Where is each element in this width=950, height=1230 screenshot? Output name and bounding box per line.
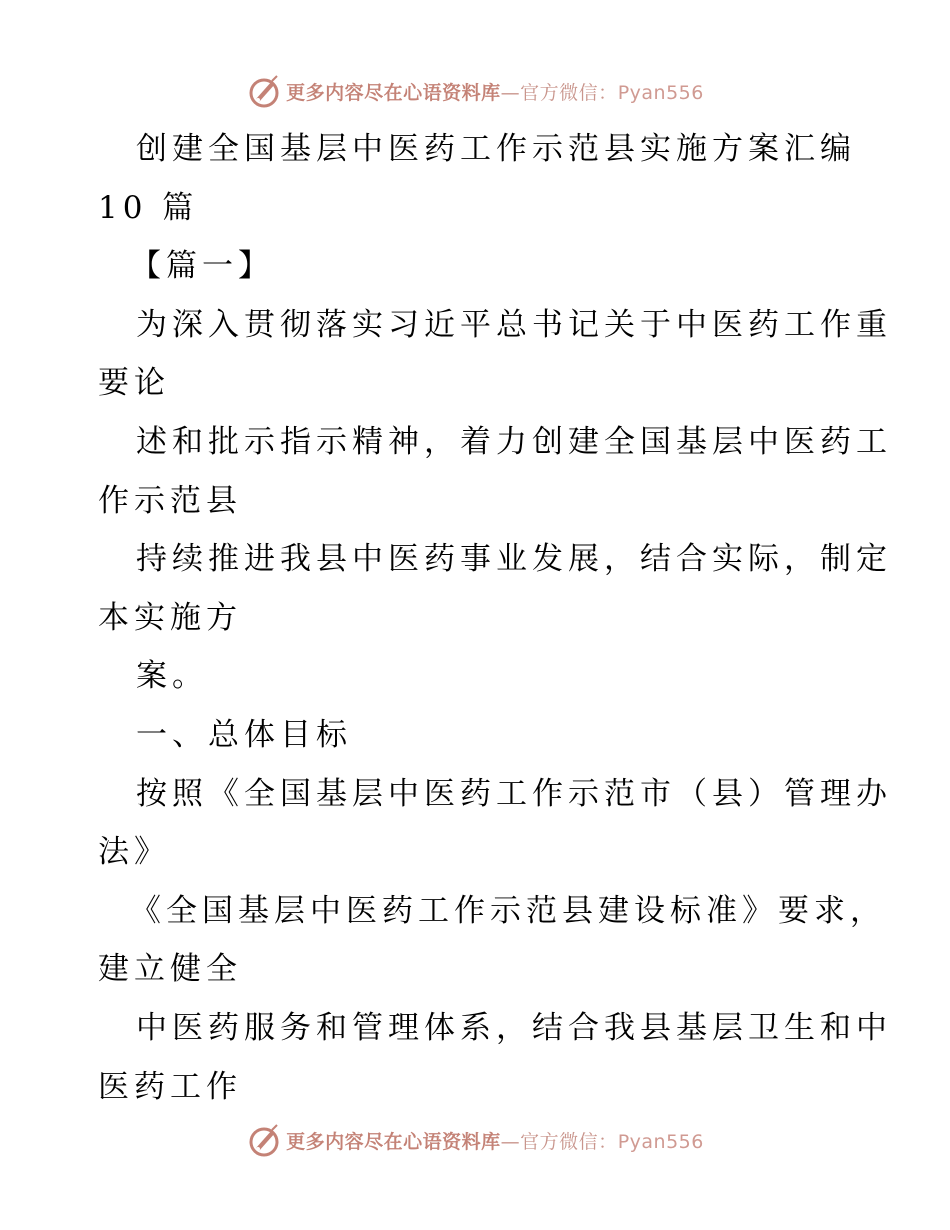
watermark-brand: 更多内容尽在心语资料库 [286,1130,501,1153]
footer-watermark [0,1120,950,1160]
watermark-text [286,78,704,105]
paragraph-line: 案。 [136,658,208,695]
section-heading: 【篇一】 [130,248,274,285]
watermark-text [286,1127,704,1154]
paragraph-line: 法》 [98,834,170,871]
subsection-heading: 一、总体目标 [136,716,352,753]
paragraph-line: 按照《全国基层中医药工作示范市（县）管理办 [136,775,892,812]
paragraph-line: 医药工作 [98,1068,242,1105]
document-title-line-2: 10 篇 [98,189,199,226]
document-body [98,120,892,1116]
document-title-line-1: 创建全国基层中医药工作示范县实施方案汇编 [136,131,856,167]
quill-pen-logo-icon [246,1122,282,1158]
watermark-brand: 更多内容尽在心语资料库 [286,81,501,104]
watermark-separator: — [500,1130,521,1153]
watermark-wechat-id: Pyan556 [617,81,704,104]
paragraph-line: 本实施方 [98,599,242,636]
header-watermark [0,71,950,111]
watermark-wechat-id: Pyan556 [617,1130,704,1153]
paragraph-line: 持续推进我县中医药事业发展，结合实际，制定 [136,541,892,578]
watermark-wechat-label: 官方微信： [520,1130,618,1153]
paragraph-line: 要论 [98,365,170,402]
paragraph-line: 为深入贯彻落实习近平总书记关于中医药工作重 [136,306,892,343]
paragraph-line: 述和批示指示精神，着力创建全国基层中医药工 [136,423,892,460]
paragraph-line: 《全国基层中医药工作示范县建设标准》要求， [130,892,886,929]
paragraph-line: 中医药服务和管理体系，结合我县基层卫生和中 [136,1009,892,1046]
quill-pen-logo-icon [246,73,282,109]
watermark-wechat-label: 官方微信： [520,81,618,104]
paragraph-line: 建立健全 [98,951,242,988]
paragraph-line: 作示范县 [98,482,242,519]
watermark-separator: — [500,81,521,104]
